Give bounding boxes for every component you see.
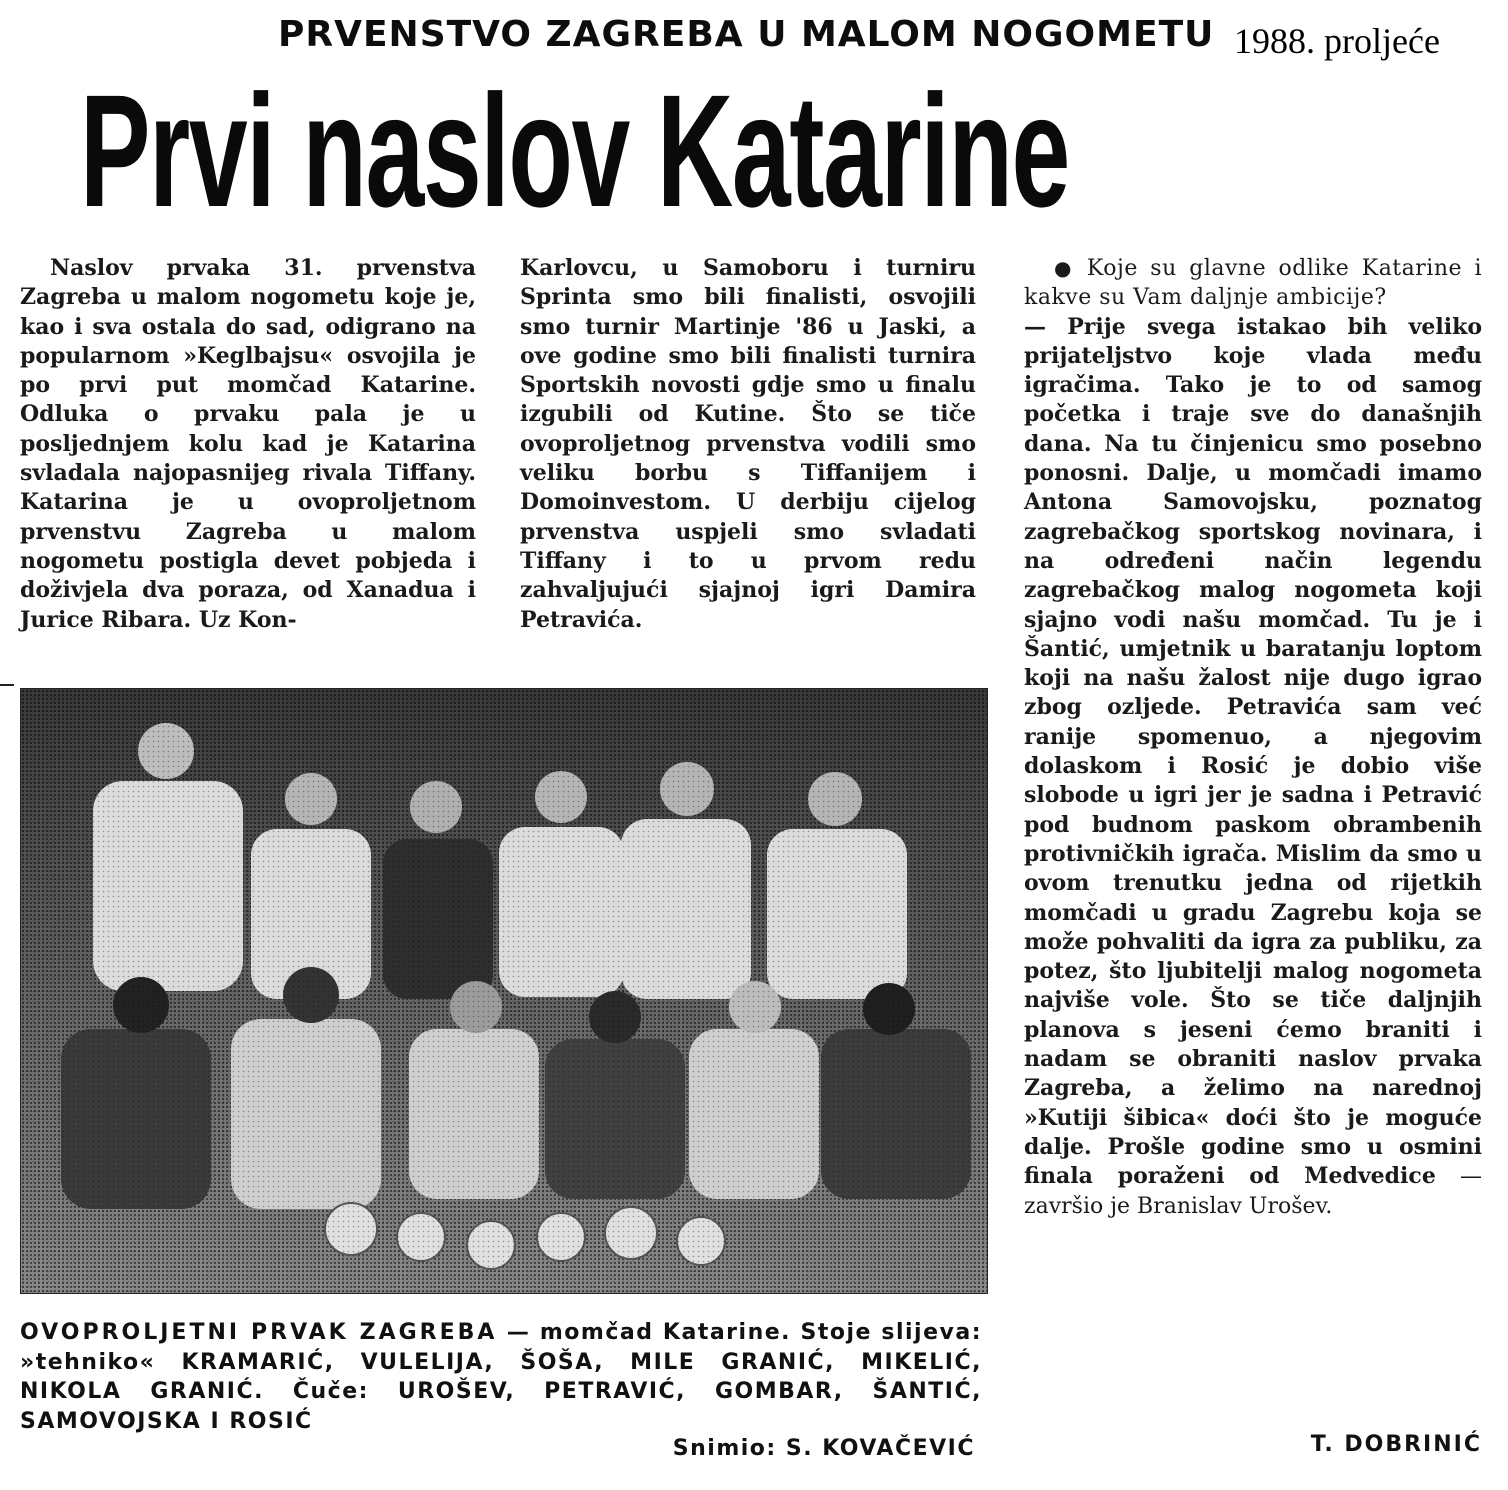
answer-text: — Prije svega istakao bih veliko prijateljstvo koje vlada među igračima. Tako je to od samog početka i traje sve do današnjih dana. Na tu činjenicu smo posebno ponosni. Dalje, u momčadi imamo Antona Samovojsku, poznatog zagrebačkog sportskog novinara, i na određeni način legendu zagrebačkog malog nogometa koji sjajno vodi našu momčad. Tu je i Šantić, umjetnik u baratanju loptom koji na našu žalost nije dugo igrao zbog ozljede. Petravića sam već ranije spomenuo, a njegovim dolaskom i Rosić je dobio više slobode u igri jer je sadna i Petravić pod budnom paskom obrambenih protivničkih igrača. Mislim da smo u ovom trenutku jedna od rijetkih momčadi u gradu Zagrebu koja se može pohvaliti da igra za publiku, za potez, što ljubitelji malog nogometa najviše vole. Što se tiče daljnjih planova s jeseni ćemo braniti i nadam se obraniti naslov prvaka Zagreba, a želimo na narednoj »Kutiji šibica« doći što je moguće dalje. Prošle godine smo u osmini finala poraženi od Medvedice [1024,313,1482,1190]
caption-text: — momčad Katarine. Stoje slijeva: »tehniko« KRAMARIĆ, VULELIJA, ŠOŠA, MILE GRANIĆ, MIKELIĆ, NIKOLA GRANIĆ. Čuče: UROŠEV, PETRAVIĆ, GOMBAR, ŠANTIĆ, SAMOVOJSKA I ROSIĆ [20,1320,982,1434]
answer-attribution: — završio je Branislav Urošev. [1024,1164,1482,1219]
interview-answer [1024,313,1482,1221]
article-paragraph: Karlovcu, u Samoboru i turniru Sprinta smo bili finalisti, osvojili smo turnir Martinje '86 u Jaski, a ove godine smo bili finalisti turnira Sportskih novosti gdje smo u finalu izgubili od Kutine. Što se tiče ovoproljetnog prvenstva vodili smo veliku borbu s Tiffanijem i Domoinvestom. U derbiju cijelog prvenstva uspjeli smo svladati Tiffany i to u prvom redu zahvaljujući sjajnoj igri Damira Petravića. [520,255,976,633]
divider [0,684,14,686]
headline: Prvi naslov Katarine [80,61,1069,240]
dateline: 1988. proljeće [1234,21,1440,61]
caption-lead: OVOPROLJETNI PRVAK ZAGREBA [20,1320,498,1345]
article-column-2 [520,254,976,635]
article-paragraph: Naslov prvaka 31. prvenstva Zagreba u malom nogometu koje je, kao i sva ostala do sad, odigrano na popularnom »Keglbajsu« osvojila je po prvi put momčad Katarine. Odluka o prvaku pala je u posljednjem kolu kad je Katarina svladala najopasnijeg rivala Tiffany. Katarina je u ovoproljetnom prvenstvu Zagreba u malom nogometu postigla devet pobjeda i doživjela dva poraza, od Xanadua i Jurice Ribara. Uz Kon- [20,255,476,633]
photo-credit: Snimio: S. KOVAČEVIĆ [672,1436,975,1461]
photo-caption [20,1318,982,1436]
team-photo [20,688,988,1294]
article-column-1 [20,254,476,635]
byline: T. DOBRINIĆ [1310,1432,1482,1457]
kicker: PRVENSTVO ZAGREBA U MALOM NOGOMETU [278,14,1215,55]
article-column-3 [1024,254,1482,1221]
interview-question: ● Koje su glavne odlike Katarine i kakve su Vam daljnje ambicije? [1024,254,1482,313]
